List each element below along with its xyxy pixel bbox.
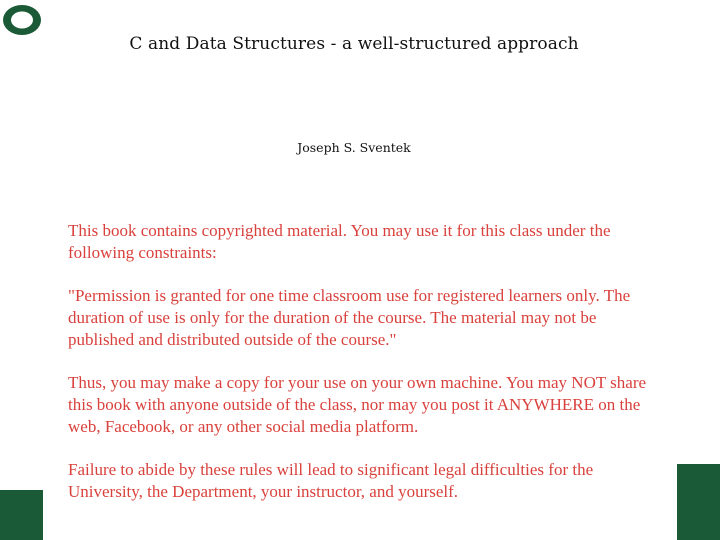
notice-paragraph: This book contains copyrighted material. You may use it for this class under the following constraints: <box>68 221 611 262</box>
notice-paragraph: Failure to abide by these rules will lead to significant legal difficulties for the University, the Department, your instructor, and yourself. <box>68 460 594 501</box>
left-corner-decoration <box>0 490 43 540</box>
document-title: C and Data Structures - a well-structured approach <box>129 34 579 54</box>
oregon-o-logo-icon <box>0 2 44 38</box>
notice-paragraph: "Permission is granted for one time classroom use for registered learners only. The duration of use is only for the duration of the course. The material may not be published and distributed outside of the course." <box>68 286 631 349</box>
copyright-notice <box>68 220 658 524</box>
author-name: Joseph S. Sventek <box>297 140 411 155</box>
right-corner-decoration <box>677 464 720 540</box>
notice-paragraph: Thus, you may make a copy for your use on your own machine. You may NOT share this book with anyone outside of the class, nor may you post it ANYWHERE on the web, Facebook, or any other social media platform. <box>68 373 647 436</box>
